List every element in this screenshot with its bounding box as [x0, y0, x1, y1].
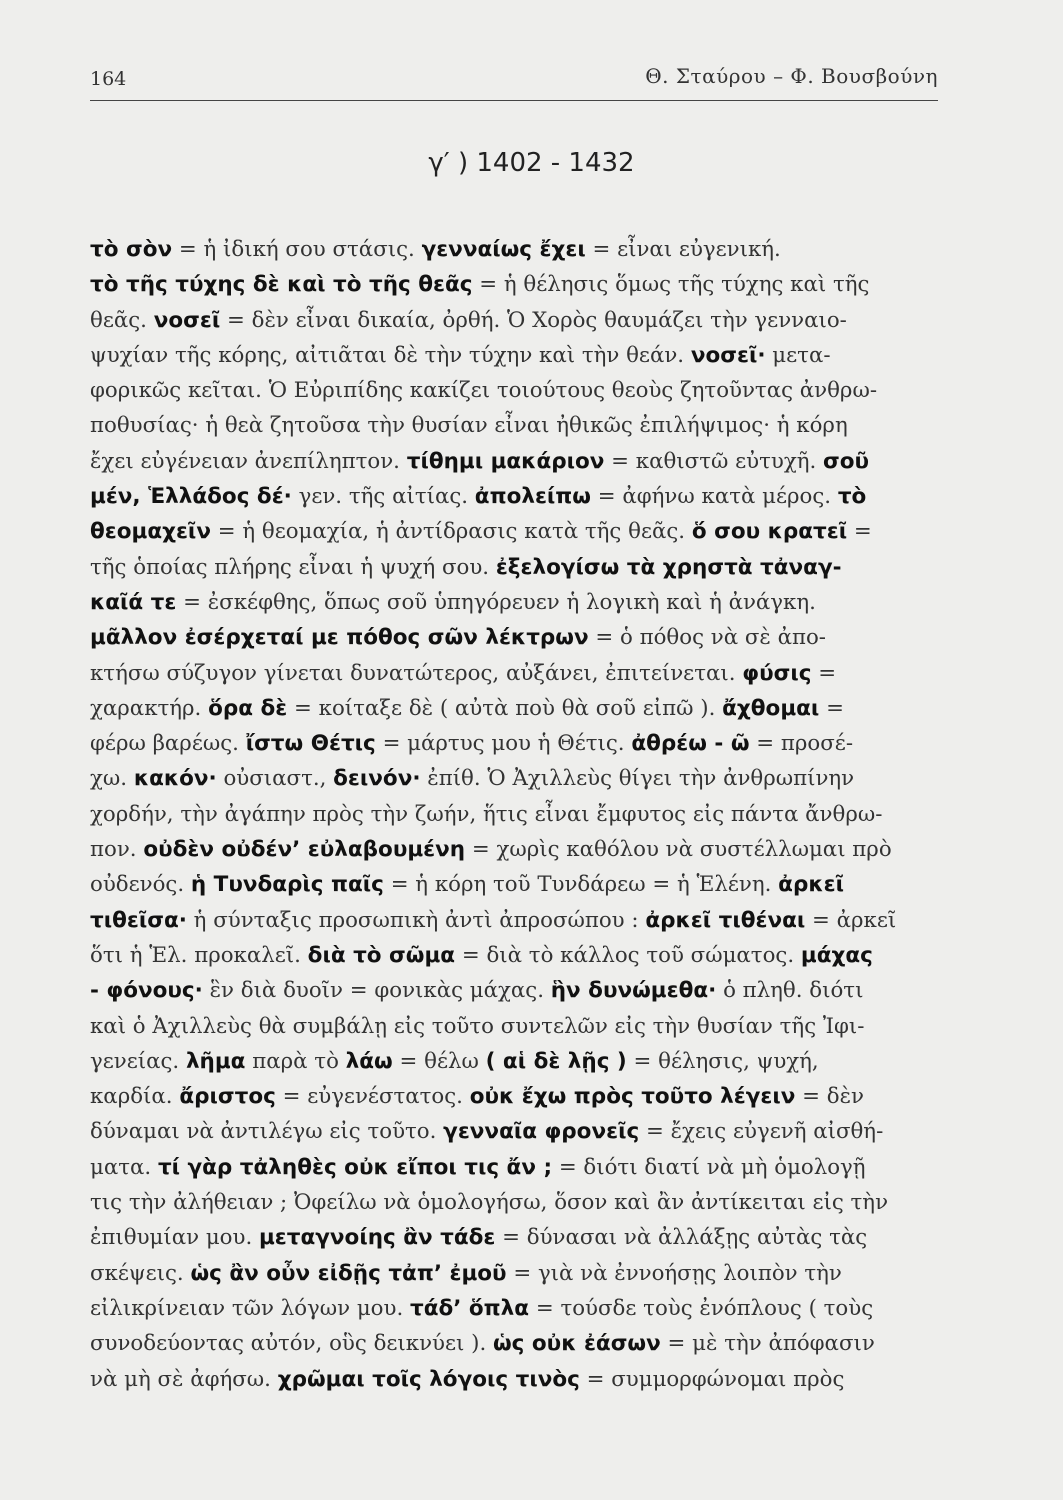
- gloss-text: = ἔχεις εὐγενῆ αἰσθή-: [639, 1119, 884, 1145]
- text-line: [90, 656, 955, 691]
- text-line: [90, 903, 955, 938]
- gloss-text: = ἡ ἰδική σου στάσις.: [172, 237, 422, 262]
- text-line: [90, 514, 955, 549]
- text-line: [90, 1220, 955, 1255]
- text-line: [90, 338, 955, 373]
- gloss-text: παρὰ τὸ: [245, 1048, 346, 1074]
- lemma-term: ὅρα δὲ: [208, 695, 288, 721]
- gloss-text: = ὁ πόθος νὰ σὲ ἀπο-: [588, 625, 827, 651]
- lemma-term: ἣν δυνώμεθα·: [550, 978, 717, 1004]
- text-line: [90, 444, 955, 479]
- gloss-text: τις τὴν ἀλήθειαν ; Ὀφείλω νὰ ὁμολογήσω, ὅσον καὶ ἂν ἀντίκειται εἰς τὴν: [90, 1190, 889, 1216]
- lemma-term: μᾶλλον ἐσέρχεταί με πόθος σῶν λέκτρων: [90, 625, 589, 651]
- gloss-text: ἡ σύνταξις προσωπικὴ ἀντὶ ἀπροσώπου :: [186, 907, 646, 933]
- gloss-text: χαρακτήρ.: [90, 695, 209, 721]
- lemma-term: τίθημι μακάριον: [406, 448, 605, 474]
- gloss-text: καὶ ὁ Ἀχιλλεὺς θὰ συμβάλῃ εἰς τοῦτο συντελῶν εἰς τὴν θυσίαν τῆς Ἰφι-: [90, 1013, 865, 1039]
- text-line: [90, 620, 955, 655]
- gloss-text: =: [811, 660, 837, 686]
- gloss-text: = συμμορφώνομαι πρὸς: [579, 1366, 845, 1392]
- lemma-term: μέν, Ἑλλάδος δέ·: [90, 484, 292, 510]
- gloss-text: ἓν διὰ δυοῖν = φονικὰς μάχας.: [202, 978, 551, 1004]
- text-line: [90, 726, 955, 761]
- gloss-text: = γιὰ νὰ ἐννοήσῃς λοιπὸν τὴν: [506, 1260, 842, 1286]
- text-line: [90, 550, 955, 585]
- gloss-text: συνοδεύοντας αὐτόν, οὓς δεικνύει ).: [90, 1331, 493, 1357]
- lemma-term: θεομαχεῖν: [90, 519, 211, 545]
- text-line: [90, 867, 955, 902]
- text-line: [90, 232, 955, 267]
- gloss-text: νὰ μὴ σὲ ἀφήσω.: [90, 1366, 278, 1392]
- lemma-term: μάχας: [800, 942, 873, 968]
- lemma-term: φύσις: [742, 660, 812, 686]
- gloss-text: οὐδενός.: [90, 872, 191, 898]
- gloss-text: ψυχίαν τῆς κόρης, αἰτιᾶται δὲ τὴν τύχην καὶ τὴν θεάν.: [90, 342, 691, 368]
- text-line: [90, 1362, 955, 1397]
- lemma-term: ἀρκεῖ τιθέναι: [645, 907, 806, 933]
- lemma-term: λάω: [345, 1048, 393, 1074]
- gloss-text: ἐπίθ. Ὁ Ἀχιλλεὺς θίγει τὴν ἀνθρωπίνην: [420, 766, 855, 792]
- gloss-text: = θέλω: [392, 1048, 486, 1074]
- gloss-text: γενείας.: [90, 1048, 186, 1074]
- text-line: [90, 1256, 955, 1291]
- gloss-text: ἔχει εὐγένειαν ἀνεπίληπτον.: [90, 448, 407, 474]
- gloss-text: θεᾶς.: [90, 307, 154, 333]
- gloss-text: = ἡ θεομαχία, ἡ ἀντίδρασις κατὰ τῆς θεᾶς.: [210, 519, 692, 545]
- lemma-term: σοῦ: [823, 448, 870, 474]
- gloss-text: = διότι διατί νὰ μὴ ὁμολογῇ: [552, 1154, 866, 1180]
- text-line: [90, 1326, 955, 1361]
- lemma-term: τιθεῖσα·: [90, 907, 187, 933]
- text-line: [90, 1009, 955, 1044]
- text-line: [90, 1185, 955, 1220]
- text-line: [90, 373, 955, 408]
- page-number: 164: [90, 68, 127, 90]
- lemma-term: ἐξελογίσω τὰ χρηστὰ τἀναγ-: [495, 554, 842, 580]
- text-line: [90, 479, 955, 514]
- lemma-term: χρῶμαι τοῖς λόγοις τινὸς: [277, 1366, 580, 1392]
- running-head: Θ. Σταύρου – Φ. Βουσβούνη: [645, 64, 938, 88]
- lemma-term: - φόνους·: [90, 978, 203, 1004]
- gloss-text: = ἀφήνω κατὰ μέρος.: [591, 484, 838, 510]
- gloss-text: εἰλικρίνειαν τῶν λόγων μου.: [90, 1295, 410, 1321]
- lemma-term: ἴστω Θέτις: [245, 731, 376, 757]
- text-line: [90, 973, 955, 1008]
- gloss-text: = δὲν εἶναι δικαία, ὀρθή. Ὁ Χορὸς θαυμάζει τὴν γενναιο-: [220, 307, 847, 333]
- gloss-text: = ἡ κόρη τοῦ Τυνδάρεω = ἡ Ἑλένη.: [383, 872, 779, 898]
- gloss-text: = εὐγενέστατος.: [275, 1084, 470, 1110]
- lemma-term: ἀρκεῖ: [778, 872, 844, 898]
- page-header: [90, 60, 938, 101]
- lemma-term: τὸ σὸν: [90, 237, 173, 262]
- lemma-term: ἀθρέω - ῶ: [631, 731, 750, 757]
- text-line: [90, 797, 955, 832]
- lemma-term: οὐδὲν οὐδέν’ εὐλαβουμένη: [143, 837, 466, 863]
- text-line: [90, 1114, 955, 1149]
- gloss-text: δύναμαι νὰ ἀντιλέγω εἰς τοῦτο.: [90, 1119, 444, 1145]
- gloss-text: χω.: [90, 766, 134, 792]
- gloss-text: πον.: [90, 837, 144, 863]
- text-line: [90, 267, 955, 302]
- gloss-text: = χωρὶς καθόλου νὰ συστέλλωμαι πρὸ: [465, 837, 892, 863]
- lemma-term: νοσεῖ·: [690, 342, 766, 368]
- section-heading: γ′ ) 1402 - 1432: [428, 148, 635, 178]
- gloss-text: τῆς ὁποίας πλήρης εἶναι ἡ ψυχή σου.: [90, 554, 496, 580]
- lemma-term: ὅ σου κρατεῖ: [691, 519, 848, 545]
- text-line: [90, 832, 955, 867]
- gloss-text: = μάρτυς μου ἡ Θέτις.: [375, 731, 632, 757]
- text-line: [90, 585, 955, 620]
- text-line: [90, 691, 955, 726]
- lemma-term: διὰ τὸ σῶμα: [307, 942, 456, 968]
- gloss-text: =: [847, 519, 872, 545]
- gloss-text: = προσέ-: [749, 731, 854, 757]
- gloss-text: ἐπιθυμίαν μου.: [90, 1225, 259, 1251]
- lemma-term: ὡς ἂν οὖν εἰδῇς τἀπ’ ἐμοῦ: [190, 1260, 507, 1286]
- gloss-text: ματα.: [90, 1154, 158, 1180]
- gloss-text: καρδία.: [90, 1084, 180, 1110]
- lemma-term: γενναίως ἔχει: [421, 237, 586, 262]
- gloss-text: = εἶναι εὐγενική.: [585, 237, 781, 262]
- gloss-text: =: [819, 695, 844, 721]
- lemma-term: γενναῖα φρονεῖς: [443, 1119, 640, 1145]
- gloss-text: μετα-: [765, 342, 831, 368]
- lemma-term: κακόν·: [133, 766, 217, 792]
- lemma-term: ἀπολείπω: [474, 484, 591, 510]
- gloss-text: ποθυσίας· ἡ θεὰ ζητοῦσα τὴν θυσίαν εἶναι ἠθικῶς ἐπιλήψιμος· ἡ κόρη: [90, 413, 848, 439]
- gloss-text: κτήσω σύζυγον γίνεται δυνατώτερος, αὐξάνει, ἐπιτείνεται.: [90, 660, 743, 686]
- lemma-term: ὡς οὐκ ἐάσων: [492, 1331, 661, 1357]
- text-line: [90, 1079, 955, 1114]
- lemma-term: μεταγνοίης ἂν τάδε: [258, 1225, 496, 1251]
- gloss-text: = μὲ τὴν ἀπόφασιν: [660, 1331, 875, 1357]
- text-line: [90, 1044, 955, 1079]
- text-line: [90, 1150, 955, 1185]
- gloss-text: οὐσιαστ.,: [216, 766, 334, 792]
- gloss-text: φορικῶς κεῖται. Ὁ Εὐριπίδης κακίζει τοιούτους θεοὺς ζητοῦντας ἀνθρω-: [90, 378, 878, 404]
- gloss-text: = καθιστῶ εὐτυχῆ.: [604, 448, 824, 474]
- lemma-term: τάδ’ ὅπλα: [409, 1295, 530, 1321]
- text-line: [90, 1291, 955, 1326]
- gloss-text: φέρω βαρέως.: [90, 731, 246, 757]
- gloss-text: χορδήν, τὴν ἀγάπην πρὸς τὴν ζωήν, ἥτις εἶναι ἔμφυτος εἰς πάντα ἄνθρω-: [90, 801, 883, 827]
- lemma-term: νοσεῖ: [153, 307, 221, 333]
- commentary-text: [90, 232, 955, 1397]
- text-line: [90, 408, 955, 443]
- lemma-term: καῖά τε: [90, 589, 177, 615]
- gloss-text: γεν. τῆς αἰτίας.: [291, 484, 475, 510]
- lemma-term: τί γὰρ τἀληθὲς οὐκ εἴποι τις ἄν ;: [157, 1154, 553, 1180]
- lemma-term: ( αἱ δὲ λῇς ): [485, 1048, 627, 1074]
- lemma-term: τὸ: [837, 484, 867, 510]
- gloss-text: ὁ πληθ. διότι: [716, 978, 864, 1004]
- gloss-text: = ἡ θέλησις ὅμως τῆς τύχης καὶ τῆς: [472, 272, 870, 298]
- gloss-text: ὅτι ἡ Ἑλ. προκαλεῖ.: [90, 942, 308, 968]
- lemma-term: λῆμα: [185, 1048, 246, 1074]
- lemma-term: ἡ Τυνδαρὶς παῖς: [190, 872, 384, 898]
- gloss-text: = τούσδε τοὺς ἐνόπλους ( τοὺς: [529, 1295, 874, 1321]
- text-line: [90, 303, 955, 338]
- gloss-text: = δύνασαι νὰ ἀλλάξῃς αὐτὰς τὰς: [495, 1225, 868, 1251]
- lemma-term: ἄριστος: [179, 1084, 276, 1110]
- gloss-text: = ἀρκεῖ: [805, 907, 897, 933]
- text-line: [90, 761, 955, 796]
- gloss-text: = διὰ τὸ κάλλος τοῦ σώματος.: [455, 942, 801, 968]
- lemma-term: οὐκ ἔχω πρὸς τοῦτο λέγειν: [469, 1084, 796, 1110]
- lemma-term: τὸ τῆς τύχης δὲ καὶ τὸ τῆς θεᾶς: [90, 272, 473, 298]
- lemma-term: ἄχθομαι: [722, 695, 820, 721]
- gloss-text: = δὲν: [795, 1084, 864, 1110]
- gloss-text: = κοίταξε δὲ ( αὐτὰ ποὺ θὰ σοῦ εἰπῶ ).: [287, 695, 723, 721]
- gloss-text: σκέψεις.: [90, 1260, 191, 1286]
- lemma-term: δεινόν·: [333, 766, 421, 792]
- text-line: [90, 938, 955, 973]
- gloss-text: = θέλησις, ψυχή,: [626, 1048, 819, 1074]
- gloss-text: = ἐσκέφθης, ὅπως σοῦ ὑπηγόρευεν ἡ λογικὴ καὶ ἡ ἀνάγκη.: [176, 589, 816, 615]
